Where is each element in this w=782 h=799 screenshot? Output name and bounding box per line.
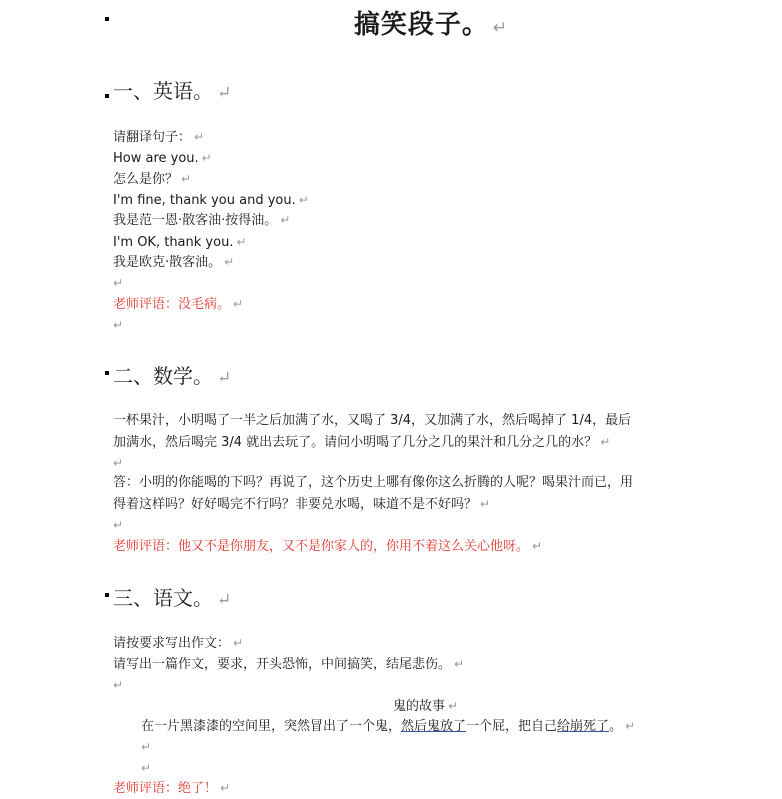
document-title xyxy=(0,4,782,41)
empty-line xyxy=(113,675,123,696)
essay-body: 在一片黑漆漆的空间里，突然冒出了一个鬼，然后鬼放了一个屁，把自己给崩死了。 ↵ xyxy=(141,719,636,734)
paragraph-mark-icon: ↵ xyxy=(280,213,291,227)
paragraph-mark-icon: ↵ xyxy=(480,497,491,511)
paragraph-mark-icon: ↵ xyxy=(181,172,192,186)
paragraph-mark-icon: ↵ xyxy=(625,719,636,733)
text-line: 怎么是你？ ↵ xyxy=(113,172,192,187)
section-heading-english: 一、英语。 ↵ xyxy=(113,79,232,103)
paragraph-mark-icon: ↵ xyxy=(201,151,212,165)
paragraph-mark-icon: ↵ xyxy=(532,539,543,553)
answer-line: 答：小明的你能喝的下吗？再说了，这个历史上哪有像你这么折腾的人呢？喝果汁而已，用 xyxy=(113,475,634,490)
paragraph-mark-icon: ↵ xyxy=(113,518,124,532)
teacher-comment: 老师评语：绝了！ ↵ xyxy=(113,781,231,796)
text-line: 请翻译句子： ↵ xyxy=(113,130,205,145)
paragraph-mark-icon: ↵ xyxy=(113,456,124,470)
text-line: 我是欧克·散客油。 ↵ xyxy=(113,255,235,270)
paragraph-mark-icon: ↵ xyxy=(113,678,124,692)
title-text: 搞笑段子。 xyxy=(353,10,489,40)
teacher-comment: 老师评语：没毛病。 ↵ xyxy=(113,297,244,312)
paragraph-mark-icon: ↵ xyxy=(492,18,509,38)
paragraph-mark-icon: ↵ xyxy=(236,235,247,249)
teacher-comment: 老师评语：他又不是你朋友，又不是你家人的，你用不着这么关心他呀。 ↵ xyxy=(113,539,543,554)
paragraph-mark-icon: ↵ xyxy=(454,657,465,671)
paragraph-mark-icon: ↵ xyxy=(298,193,309,207)
empty-line xyxy=(113,453,123,474)
paragraph-mark-icon: ↵ xyxy=(233,636,244,650)
question-line: 一杯果汁，小明喝了一半之后加满了水，又喝了 3/4，又加满了水，然后喝掉了 1/4，最后 xyxy=(113,413,632,428)
text-line: I'm OK, thank you. ↵ xyxy=(113,235,247,250)
paragraph-mark-icon: ↵ xyxy=(600,435,611,449)
paragraph-mark-icon: ↵ xyxy=(224,255,235,269)
paragraph-mark-icon: ↵ xyxy=(217,83,232,103)
empty-line xyxy=(113,273,123,294)
question-line: 加满水，然后喝完 3/4 就出去玩了。请问小明喝了几分之几的果汁和几分之几的水？ ↵ xyxy=(113,435,611,450)
prompt-line: 请写出一篇作文，要求，开头恐怖，中间搞笑，结尾悲伤。 ↵ xyxy=(113,657,465,672)
text-line: 我是范一恩·散客油·按得油。 ↵ xyxy=(113,213,291,228)
paragraph-mark-icon: ↵ xyxy=(217,368,232,388)
section-heading-chinese: 三、语文。 ↵ xyxy=(113,586,232,610)
prompt-line: 请按要求写出作文： ↵ xyxy=(113,636,244,651)
text-line: I'm fine, thank you and you. ↵ xyxy=(113,193,309,208)
paragraph-mark-icon: ↵ xyxy=(141,740,152,754)
empty-line xyxy=(141,737,151,758)
underlined-text: 给崩死了 xyxy=(557,719,610,734)
essay-title: 鬼的故事 ↵ xyxy=(393,699,459,714)
paragraph-mark-icon: ↵ xyxy=(217,590,232,610)
paragraph-mark-icon: ↵ xyxy=(448,699,459,713)
paragraph-bullet xyxy=(105,371,109,375)
empty-line xyxy=(141,758,151,779)
paragraph-mark-icon: ↵ xyxy=(233,297,244,311)
empty-line xyxy=(113,515,123,536)
underlined-text: 然后鬼放了 xyxy=(401,719,467,734)
paragraph-bullet xyxy=(105,94,109,98)
answer-line: 得着这样吗？好好喝完不行吗？非要兑水喝，味道不是不好吗？ ↵ xyxy=(113,497,491,512)
paragraph-mark-icon: ↵ xyxy=(220,781,231,795)
paragraph-mark-icon: ↵ xyxy=(194,130,205,144)
paragraph-mark-icon: ↵ xyxy=(113,276,124,290)
empty-line xyxy=(113,315,123,336)
text-line: How are you. ↵ xyxy=(113,151,212,166)
paragraph-mark-icon: ↵ xyxy=(113,318,124,332)
section-heading-math: 二、数学。 ↵ xyxy=(113,364,232,388)
paragraph-mark-icon: ↵ xyxy=(141,761,152,775)
paragraph-bullet xyxy=(105,593,109,597)
